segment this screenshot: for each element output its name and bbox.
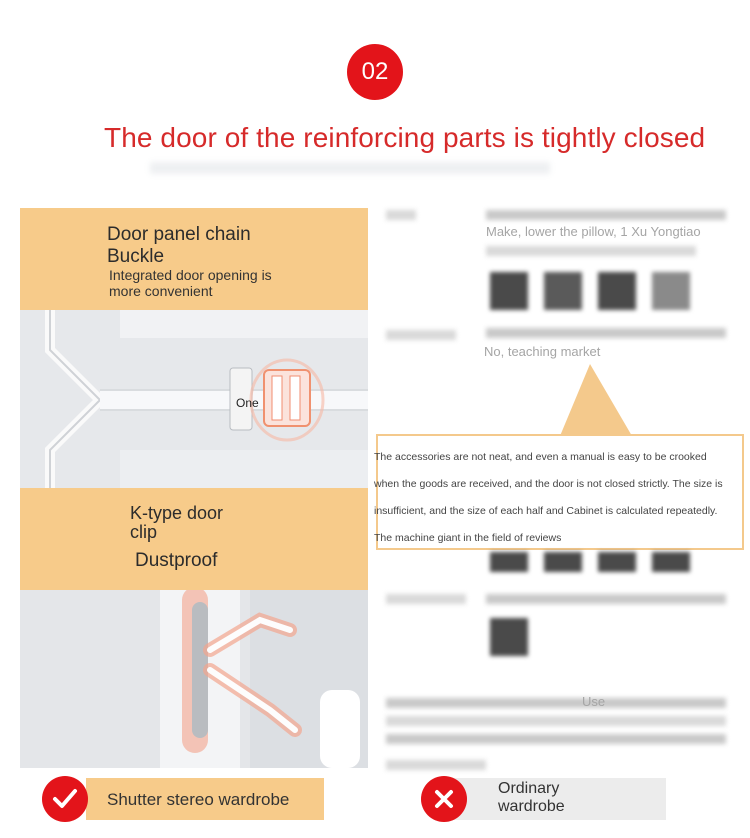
review-photo-thumb (490, 618, 528, 656)
review-photo-thumb (544, 272, 582, 310)
feature-description: Integrated door opening is more convenient (109, 267, 272, 299)
callout-line: The machine giant in the field of reviews (374, 532, 562, 544)
step-number-badge: 02 (347, 44, 403, 100)
comparison-bad-label: Ordinary wardrobe (498, 780, 565, 815)
door-clip-illustration (20, 590, 368, 768)
blurred-subtitle (150, 162, 550, 174)
blurred-date (386, 210, 416, 220)
review-photo-thumb (544, 552, 582, 572)
blurred-text (386, 698, 726, 708)
review-callout (376, 434, 744, 550)
review-overlay-line: Make, lower the pillow, 1 Xu Yongtiao (486, 224, 701, 239)
review-overlay-line: Use (582, 694, 606, 709)
blurred-text (386, 734, 726, 744)
review-photo-thumb (652, 272, 690, 310)
review-photo-thumb (490, 552, 528, 572)
blurred-text (386, 594, 466, 604)
callout-line: when the goods are received, and the door is not closed strictly. The size is (374, 478, 723, 490)
checkmark-icon (42, 776, 88, 822)
blurred-text (386, 330, 456, 340)
review-photo-thumb (598, 552, 636, 572)
callout-pointer (560, 364, 640, 436)
door-chain-illustration (20, 310, 368, 488)
review-photo-thumb (490, 272, 528, 310)
review-photo-thumb (652, 552, 690, 572)
blurred-text (486, 328, 726, 338)
feature-marker-label: One (236, 396, 259, 410)
blurred-text (386, 760, 486, 770)
review-overlay-line: No, teaching market (484, 344, 601, 359)
blurred-text (486, 246, 696, 256)
comparison-good-label: Shutter stereo wardrobe (107, 790, 290, 809)
blurred-text (486, 210, 726, 220)
blurred-text (486, 594, 726, 604)
blurred-text (386, 716, 726, 726)
feature-title: K-type door clip (130, 503, 224, 542)
section-headline: The door of the reinforcing parts is tightly closed (104, 122, 706, 153)
callout-line: insufficient, and the size of each half and Cabinet is calculated repeatedly. (374, 505, 718, 517)
feature-title-line1: Door panel chain (107, 224, 251, 245)
feature-description: Dustproof (135, 550, 218, 571)
cross-icon (421, 776, 467, 822)
callout-line: The accessories are not neat, and even a manual is easy to be crooked (374, 451, 707, 463)
feature-title-line2: Buckle (107, 246, 165, 267)
review-photo-thumb (598, 272, 636, 310)
